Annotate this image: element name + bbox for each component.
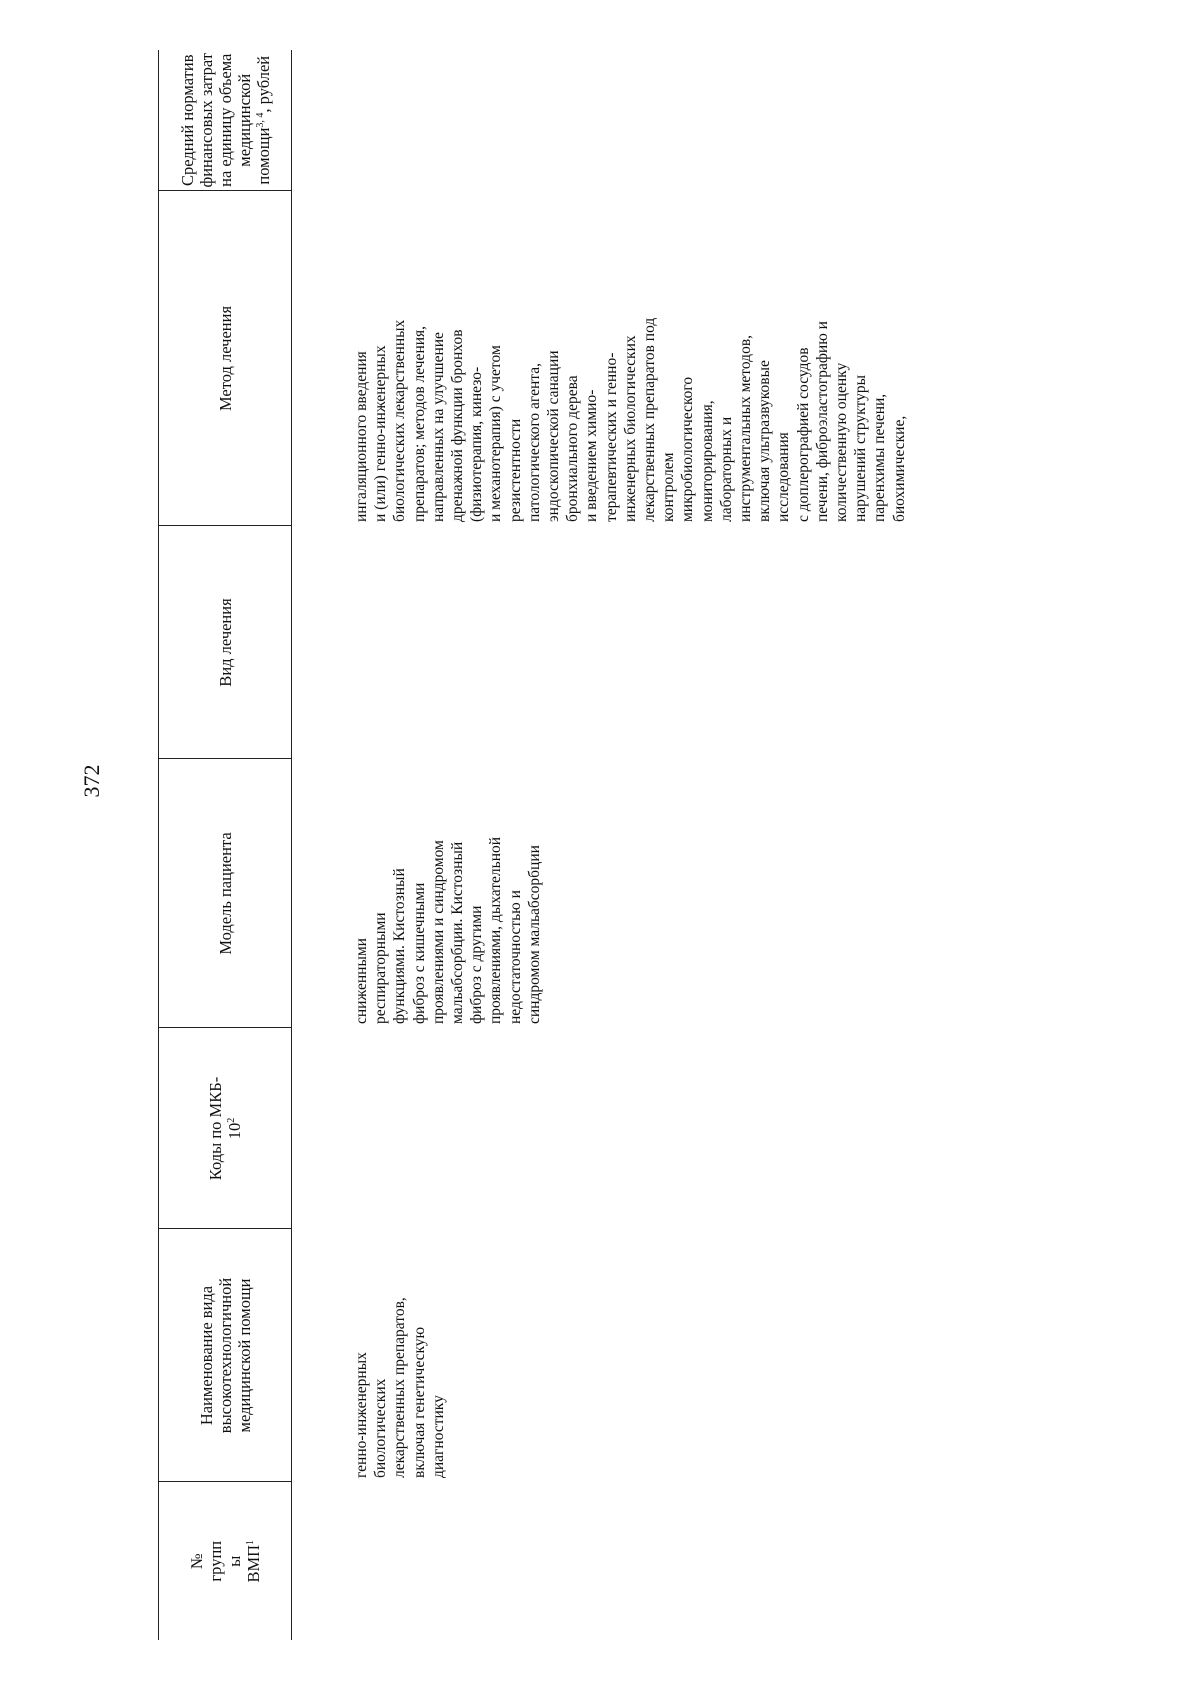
page-number: 372 [79,764,104,798]
cell-group-no [292,1482,909,1640]
cell-patient-model: сниженными респираторными функциями. Кистозный фиброз с кишечными проявлениями и синдромом мальабсорбции. Кистозный фиброз с другими проявлениями, дыхательной недостаточностью и синдромом мальабсорбции [353,836,543,1024]
header-treatment-method: Метод лечения [159,191,292,526]
table-header-row [159,50,292,1640]
header-group-no: № групп ы ВМП$^1$ [159,1482,292,1640]
vmp-table [158,50,909,1640]
cell-treatment-method: ингаляционного введения и (или) генно-инженерных биологических лекарственных препаратов; методов лечения, направленных на улучшение дренажной функции бронхов (физиотерапия, кинезо- и механотерапия) с учетом резистентности патологического агента, эндоскопической санации бронхиального дерева и введением химио- терапевтических и генно- инженерных биологических лекарственных препаратов под контролем микробиологического мониторирования, лабораторных и инструментальных методов, включая ультразвуковые исследования с доплерографией сосудов печени, фиброэластографию и количественную оценку нарушений структуры паренхимы печени, биохимические, [353,317,908,522]
table-row [292,50,909,1640]
header-patient-model: Модель пациента [159,759,292,1028]
header-treatment-type: Вид лечения [159,526,292,759]
cell-vmp-name: генно-инженерных биологических лекарственных препаратов, включая генетическую диагностику [353,1297,447,1478]
header-icd-codes: Коды по МКБ- $10^2$ [159,1028,292,1229]
cell-treatment-type [292,526,909,759]
cell-cost [292,50,909,191]
header-cost: Средний норматив финансовых затрат на единицу объема медицинской помощи$^{3, 4}$, рублей [159,50,292,191]
cell-icd-codes [292,1028,909,1229]
rotated-table-container [158,50,1158,1640]
header-vmp-name: Наименование вида высокотехнологичной медицинской помощи [159,1229,292,1482]
